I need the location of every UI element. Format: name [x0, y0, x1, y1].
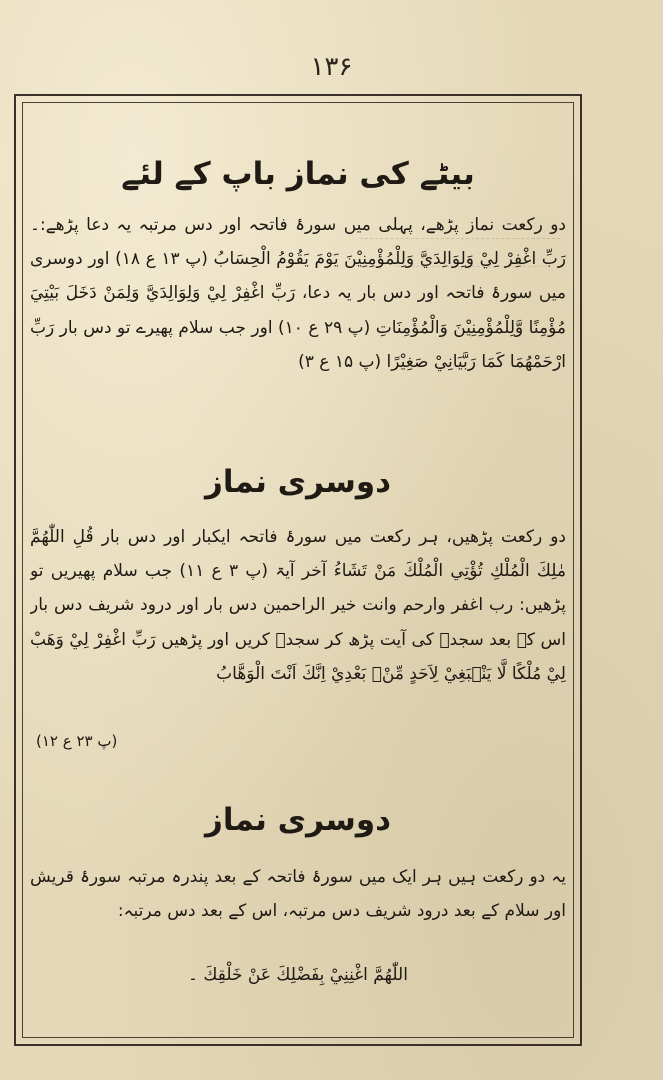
page-number: ۱۳۶ — [310, 52, 353, 82]
section-body-son-prayer: دو رکعت نماز پڑھے، پہلی میں سورۂ فاتحہ اور دس مرتبہ یہ دعا پڑھے:۔ رَبِّ اغْفِرْ لِيْ وَلِوَالِدَيَّ وَلِلْمُؤْمِنِيْنَ يَوْمَ يَقُوْمُ الْحِسَابُ (پ ۱۳ ع ۱۸) اور دوسری میں سورۂ فاتحہ اور دس بار یہ دعا، رَبِّ اغْفِرْ لِيْ وَلِوَالِدَيَّ وَلِمَنْ دَخَلَ بَيْتِيَ مُؤْمِنًا وَّلِلْمُؤْمِنِيْنَ وَالْمُؤْمِنَاتِ (پ ۲۹ ع ۱۰) اور جب سلام پھیرے تو دس بار رَبِّ ارْحَمْهُمَا كَمَا رَبَّيَانِيْ صَغِيْرًا (پ ۱۵ ع ۳) — [30, 215, 566, 372]
section-dua-third-prayer: اللّٰهُمَّ اغْنِنِيْ بِفَضْلِكَ عَنْ خَلْقِكَ ۔ — [188, 965, 408, 985]
section-body-second-prayer: دو رکعت پڑھیں، ہر رکعت میں سورۂ فاتحہ ایکبار اور دس بار قُلِ اللّٰهُمَّ مٰلِكَ الْمُلْكِ تُؤْتِي الْمُلْكَ مَنْ تَشَاءُ آخر آیۃ (پ ۳ ع ۱۱) جب سلام پھیریں تو پڑھیں: رب اغفر وارحم وانت خیر الراحمین دس بار اور درود شریف دس بار اس کے بعد سجدہ کی آیت پڑھ کر سجدہ کریں اور پڑھیں رَبِّ اغْفِرْ لِيْ وَهَبْ لِيْ مُلْكًا لَّا يَنْۢبَغِيْ لِاَحَدٍ مِّنْۢ بَعْدِيْ اِنَّكَ اَنْتَ الْوَهَّابُ — [30, 527, 566, 684]
section-title-second-prayer: دوسری نماز — [204, 464, 392, 500]
section-reference-second-prayer: (پ ۲۳ ع ۱۲) — [36, 732, 118, 750]
section-body-third-prayer: یہ دو رکعت ہیں ہر ایک میں سورۂ فاتحہ کے بعد پندرہ مرتبہ سورۂ قریش اور سلام کے بعد درود شریف دس مرتبہ، اس کے بعد دس مرتبہ: — [30, 867, 566, 922]
section-title-son-prayer: بیٹے کی نماز باپ کے لئے — [121, 156, 475, 192]
section-title-third-prayer: دوسری نماز — [204, 802, 392, 838]
page-content — [30, 110, 566, 1028]
